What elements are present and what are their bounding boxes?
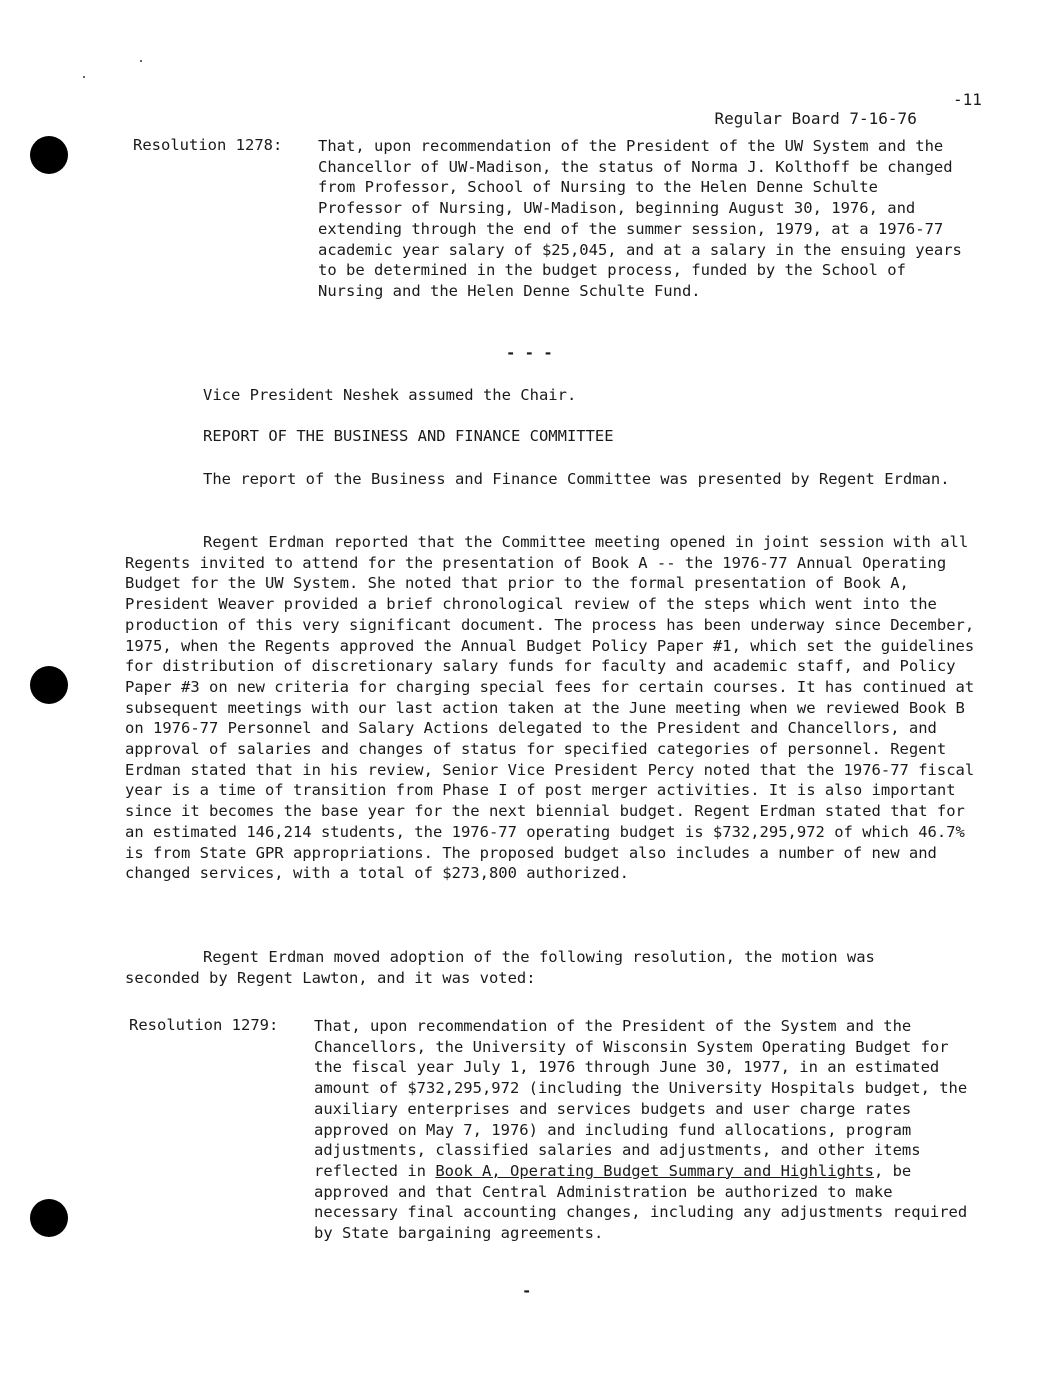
chair-note: Vice President Neshek assumed the Chair.	[203, 386, 577, 404]
hole-punch-bottom	[30, 1199, 68, 1237]
paragraph-moved-text: Regent Erdman moved adoption of the following resolution, the motion was seconded by Regent Lawton, and it was voted:	[125, 948, 875, 987]
hole-punch-top	[30, 136, 68, 174]
resolution-1278-label: Resolution 1278:	[133, 136, 283, 154]
resolution-1279-label: Resolution 1279:	[129, 1016, 279, 1034]
scan-speck	[140, 60, 142, 62]
section-heading: REPORT OF THE BUSINESS AND FINANCE COMMITTEE	[203, 427, 614, 445]
book-a-title: Book A, Operating Budget Summary and Highlights	[435, 1161, 874, 1180]
resolution-1279-text	[314, 1016, 979, 1244]
header-title: Regular Board 7-16-76	[714, 109, 917, 128]
paragraph-report	[125, 532, 987, 884]
hole-punch-middle	[30, 666, 68, 704]
resolution-1279-text-before: That, upon recommendation of the President of the System and the Chancellors, the University of Wisconsin System Operating Budget for the fiscal year July 1, 1976 through June 30, 1977, in an estimated amount of $732,295,972 (including the University Hospitals budget, the auxiliary enterprises and services budgets and user charge rates approved on May 7, 1976) and including fund allocations, program adjustments, classified salaries and adjustments, and other items reflected in	[314, 1017, 968, 1180]
resolution-1278-text: That, upon recommendation of the President of the UW System and the Chancellor of UW-Madison, the status of Norma J. Kolthoff be changed from Professor, School of Nursing to the Helen Denne Schulte Professor of Nursing, UW-Madison, beginning August 30, 1976, and extending through the end of the summer session, 1979, at a 1976-77 academic year salary of $25,045, and at a salary in the ensuing years to be determined in the budget process, funded by the School of Nursing and the Helen Denne Schulte Fund.	[318, 137, 962, 300]
scan-speck	[83, 76, 85, 78]
page-end-dash: -	[522, 1282, 532, 1300]
section-separator: - - -	[506, 344, 553, 362]
paragraph-report-text: Regent Erdman reported that the Committee meeting opened in joint session with all Regents invited to attend for the presentation of Book A -- the 1976-77 Annual Operating Budget for the UW System. She noted that prior to the formal presentation of Book A, President Weaver provided a brief chronological review of the steps which went into the production of this very significant document. The process has been underway since December, 1975, when the Regents approved the Annual Budget Policy Paper #1, which set the guidelines for distribution of discretionary salary funds for faculty and academic staff, and Policy Paper #3 on new criteria for charging special fees for certain courses. It has continued at subsequent meetings with our last action taken at the June meeting when we reviewed Book B on 1976-77 Personnel and Salary Actions delegated to the President and Chancellors, and approval of salaries and changes of status for specified categories of personnel. Regent Erdman stated that in his review, Senior Vice President Percy noted that the 1976-77 fiscal year is a time of transition from Phase I of post merger activities. It is also important since it becomes the base year for the next biennial budget. Regent Erdman stated that for an estimated 146,214 students, the 1976-77 operating budget is $732,295,972 of which 46.7% is from State GPR appropriations. The proposed budget also includes a number of new and changed services, with a total of $273,800 authorized.	[125, 533, 975, 883]
paragraph-moved	[125, 947, 955, 988]
paragraph-presented	[125, 469, 955, 490]
paragraph-presented-text: The report of the Business and Finance Committee was presented by Regent Erdman.	[203, 470, 950, 488]
page-number: -11	[953, 90, 982, 109]
resolution-1279-text-after: , be approved and that Central Administration be authorized to make necessary final accounting changes, including any adjustments required by State bargaining agreements.	[314, 1161, 968, 1243]
